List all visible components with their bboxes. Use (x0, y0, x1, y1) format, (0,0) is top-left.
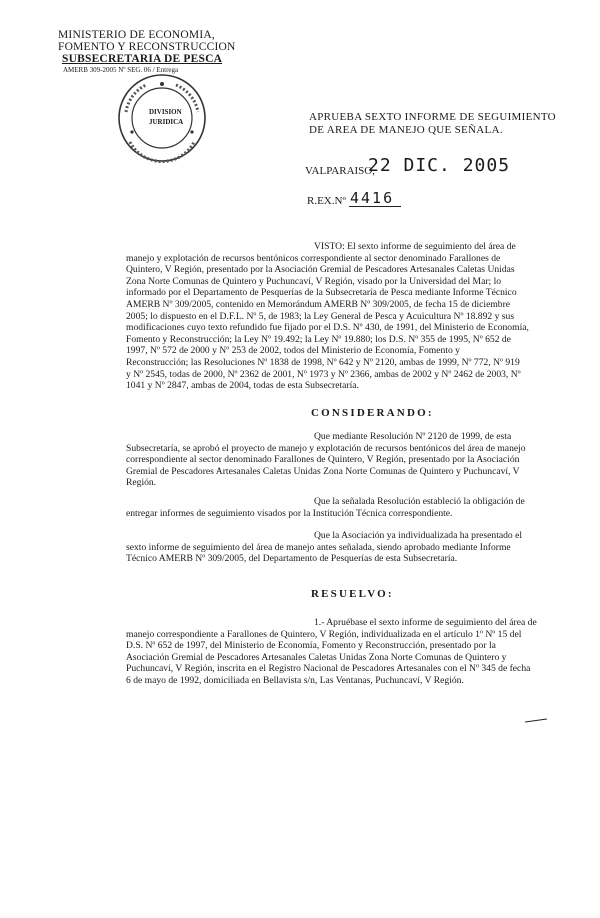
subject-line-1: APRUEBA SEXTO INFORME DE SEGUIMIENTO (309, 111, 556, 123)
considerando-line: Región. (126, 477, 157, 489)
considerando-paragraph-1 (126, 431, 544, 489)
visto-line: manejo y explotación de recursos bentónicos correspondiente al sector denominado Farallones de (126, 252, 501, 264)
resolution-number: 4416 (350, 189, 395, 207)
considerando-line: Gremial de Pescadores Artesanales Caletas Unidas Zona Norte Comunas de Quintero y Puchuncaví, V (126, 465, 520, 477)
resuelvo-paragraph-1 (126, 617, 544, 687)
seal-text-division: DIVISION (149, 108, 182, 116)
resuelvo-heading: RESUELVO: (311, 588, 394, 600)
resuelvo-line: Asociación Gremial de Pescadores Artesanales Caletas Unidas Zona Norte Comunas de Quintero y (126, 651, 507, 663)
visto-section (126, 241, 544, 392)
visto-line: Fomento y Reconstrucción; la Ley Nº 19.492; la Ley Nº 19.880; los D.S. Nº 355 de 1995, Nº 652 de (126, 333, 511, 345)
date-stamp: 22 DIC. 2005 (368, 155, 511, 176)
considerando-paragraph-3 (126, 530, 544, 565)
resuelvo-line: D.S. Nº 652 de 1997, del Ministerio de Economía, Fomento y Reconstrucción, presentado por la (126, 640, 496, 652)
ministry-line-1: MINISTERIO DE ECONOMIA, (58, 29, 215, 41)
subject-line-2: DE AREA DE MANEJO QUE SEÑALA. (309, 124, 503, 136)
margin-mark (525, 718, 547, 722)
resuelvo-line: Puchuncaví, V Región, inscrita en el Registro Nacional de Pescadores Artesanales con el Nº 345 de fecha (126, 663, 531, 675)
resuelvo-line: manejo correspondiente a Farallones de Quintero, V Región, individualizada en el artículo 1º Nº 15 del (126, 628, 522, 640)
resolution-label: R.EX.Nº (307, 195, 346, 207)
visto-line: Reconstrucción; las Resoluciones Nº 1838 de 1998, Nº 642 y Nº 2120, ambas de 1999, Nº 772, Nº 919 (126, 356, 520, 368)
visto-line: modificaciones cuyo texto refundido fue fijado por el D.S. Nº 430, de 1991, del Ministerio de Economía, (126, 322, 529, 334)
amerb-handwritten-ref: AMERB 309-2005 Nº SEG. 06 / Entrega (63, 66, 179, 74)
considerando-line: Que la Asociación ya individualizada ha presentado el (314, 530, 523, 541)
visto-line: informado por el Departamento de Pesquerías de la Subsecretaría de Pesca mediante Informe Técnico (126, 287, 517, 299)
considerando-paragraph-2 (126, 496, 544, 519)
considerando-heading: CONSIDERANDO: (311, 407, 434, 419)
considerando-line: Subsecretaría, se aprobó el proyecto de manejo y explotación de recursos bentónicos del área de manejo (126, 442, 526, 454)
visto-line: Zona Norte Comunas de Quintero y Puchuncaví, V Región, visado por la Universidad del Mar; lo (126, 275, 502, 287)
seal-text-juridica: JURIDICA (149, 118, 184, 126)
considerando-line: Técnico AMERB Nº 309/2005, del Departamento de Pesquerías de esta Subsecretaría. (126, 553, 458, 565)
subsecretaria-line: SUBSECRETARIA DE PESCA (62, 53, 223, 65)
resuelvo-line: 6 de mayo de 1992, domiciliada en Bellavista s/n, Las Ventanas, Puchuncaví, V Región. (126, 674, 464, 686)
considerando-line: sexto informe de seguimiento del área de manejo antes señalada, siendo aprobado mediante Informe (126, 541, 511, 553)
place-label: VALPARAISO, (305, 165, 375, 177)
considerando-line: correspondiente al sector denominado Farallones de Quintero, V Región, presentado por la Asociación (126, 454, 520, 466)
visto-line: 2005; lo dispuesto en el D.F.L. Nº 5, de 1983; la Ley General de Pesca y Acuicultura Nº 18.892 y sus (126, 310, 515, 322)
considerando-line: entregar informes de seguimiento visados por la Institución Técnica correspondiente. (126, 507, 453, 519)
considerando-line: Que mediante Resolución Nº 2120 de 1999, de esta (314, 431, 512, 442)
visto-line: AMERB Nº 309/2005, contenido en Memorándum AMERB Nº 309/2005, de fecha 15 de diciembre (126, 298, 511, 310)
visto-line: 1041 y Nº 2847, ambas de 2004, todas de esta Subsecretaría. (126, 380, 359, 392)
ministry-line-2: FOMENTO Y RECONSTRUCCION (58, 41, 236, 53)
visto-line: Quintero, V Región, presentado por la Asociación Gremial de Pescadores Artesanales Caletas Unidas (126, 264, 515, 276)
official-seal (116, 72, 208, 164)
considerando-line: Que la señalada Resolución estableció la obligación de (314, 496, 525, 507)
resuelvo-line: 1.- Apruébase el sexto informe de seguimiento del área de (314, 617, 537, 628)
visto-line: y Nº 2545, todas de 2000, Nº 2362 de 2001, Nº 1973 y Nº 2366, ambas de 2002 y Nº 2462 de 2003, Nº (126, 368, 521, 380)
visto-line: VISTO: El sexto informe de seguimiento del área de (314, 241, 516, 252)
visto-line: 1997, Nº 572 de 2000 y Nº 253 de 2002, todos del Ministerio de Economía, Fomento y (126, 345, 460, 357)
